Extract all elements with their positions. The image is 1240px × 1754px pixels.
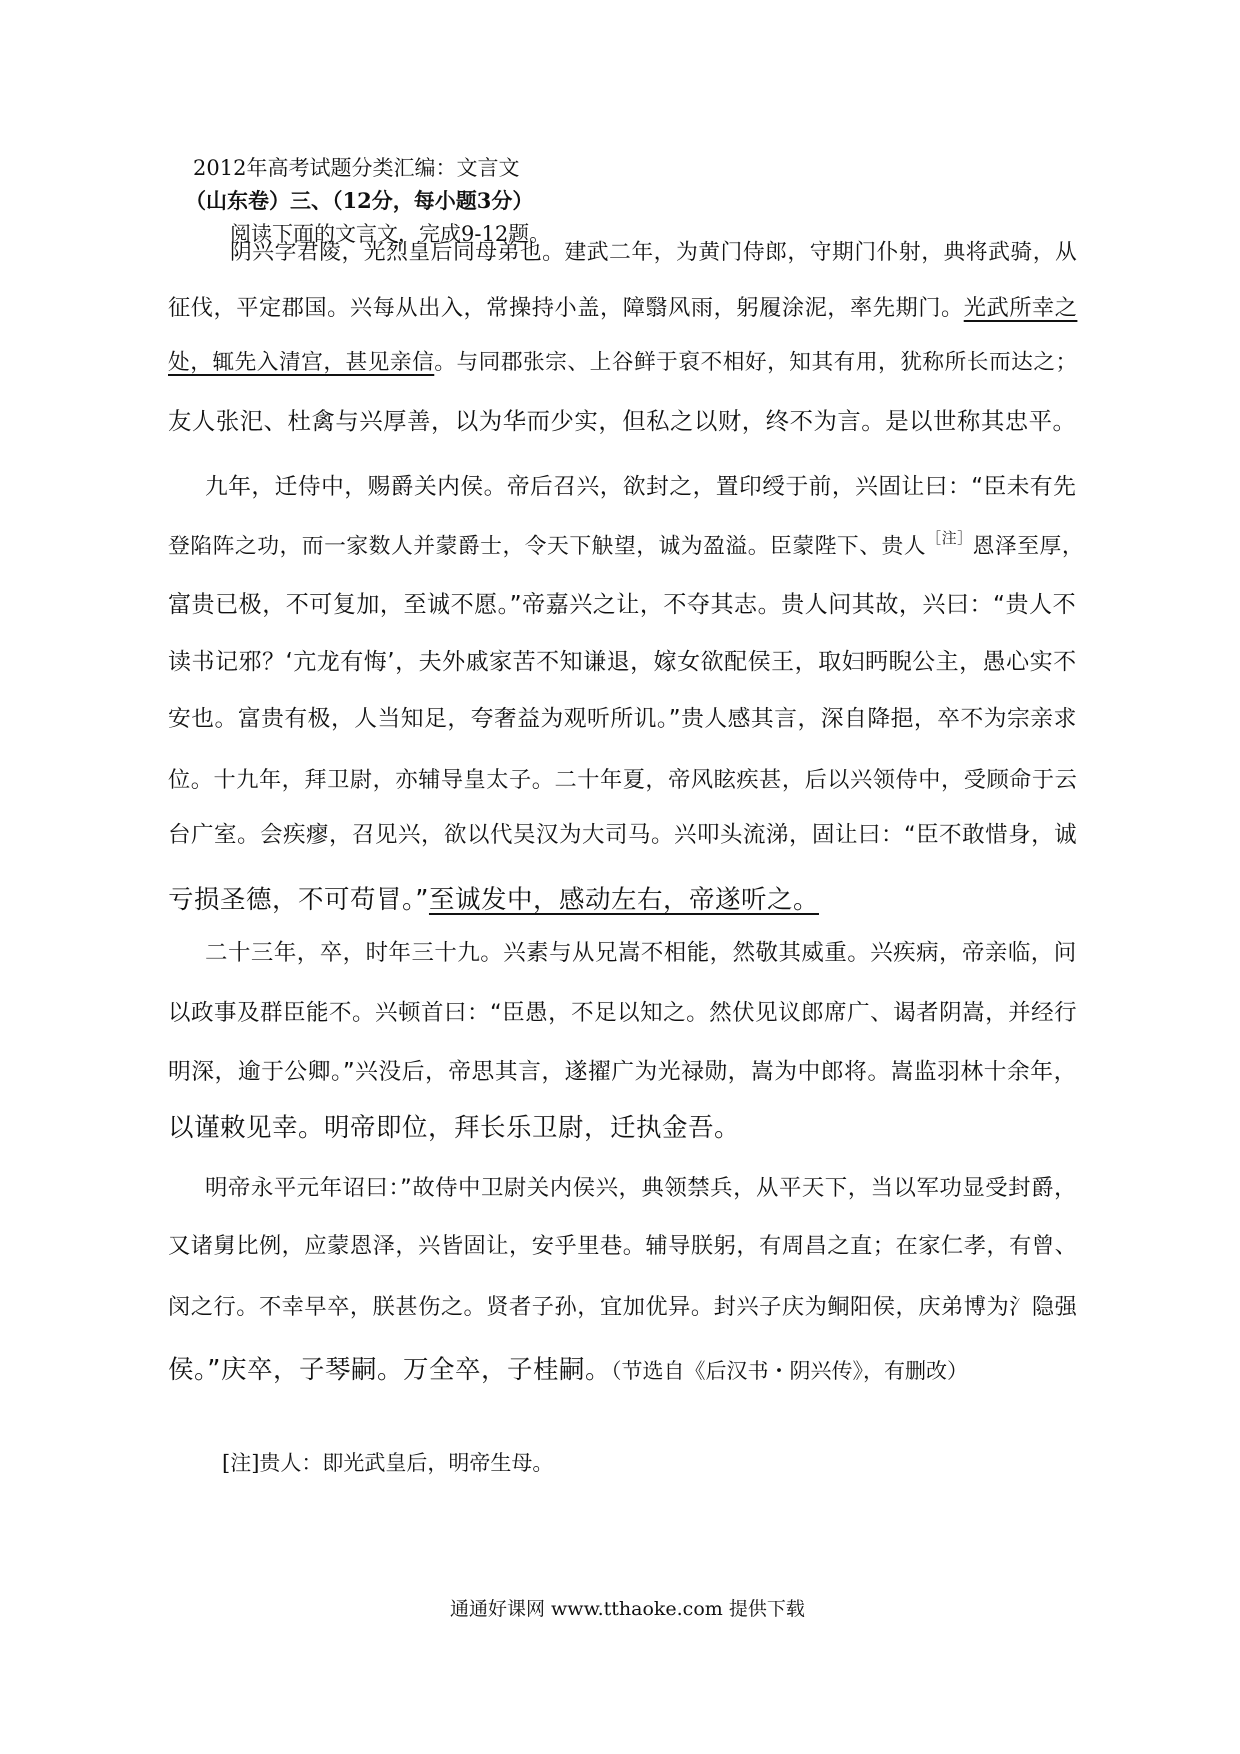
passage-line-17: 明帝永平元年诏曰：”故侍中卫尉关内侯兴，典领禁兵，从平天下，当以军功显受封爵， bbox=[205, 1175, 1077, 1201]
section-header: （山东卷）三、（12分，每小题3分） bbox=[185, 188, 534, 213]
underlined-sentence-2: 至诚发中，感动左右，帝遂听之。 bbox=[428, 885, 819, 915]
passage-line-19: 闵之行。不幸早卒，朕甚伤之。贤者子孙，宜加优异。封兴子庆为鲖阳侯，庆弟博为氵隐强 bbox=[168, 1294, 1078, 1320]
passage-line-16: 以谨敕见幸。明帝即位，拜长乐卫尉，迁执金吾。 bbox=[168, 1113, 741, 1143]
passage-text: 征伐，平定郡国。兴每从出入，常操持小盖，障翳风雨，躬履涂泥，率先期门。 bbox=[168, 295, 964, 321]
footnote: [注]贵人：即光武皇后，明帝生母。 bbox=[222, 1451, 554, 1475]
passage-line-12 bbox=[168, 880, 819, 916]
passage-text: 恩泽至厚， bbox=[972, 534, 1085, 559]
passage-line-11: 台广室。会疾瘳，召见兴，欲以代吴汉为大司马。兴叩头流涕，固让曰：“臣不敢惜身，诚 bbox=[168, 822, 1078, 848]
source-citation: （节选自《后汉书・阴兴传》，有删改） bbox=[610, 1359, 968, 1383]
passage-line-14: 以政事及群臣能不。兴顿首曰：“臣愚，不足以知之。然伏见议郎席广、谒者阴嵩，并经行 bbox=[168, 1000, 1078, 1026]
passage-line-15: 明深，逾于公卿。”兴没后，帝思其言，遂擢广为光禄勋，嵩为中郎将。嵩监羽林十余年， bbox=[168, 1059, 1077, 1085]
passage-line-18: 又诸舅比例，应蒙恩泽，兴皆固让，安乎里巷。辅导朕躬，有周昌之直；在家仁孝，有曾、 bbox=[168, 1233, 1078, 1259]
underlined-sentence-1b: 处，辄先入清宫，甚见亲信 bbox=[168, 350, 435, 375]
underlined-sentence-1a: 光武所幸之 bbox=[963, 295, 1078, 321]
page-footer: 通通好课网 www.tthaoke.com 提供下载 bbox=[450, 1598, 805, 1620]
passage-line-1: 阴兴字君陵，光烈皇后同母弟也。建武二年，为黄门侍郎，守期门仆射，典将武骑，从 bbox=[230, 240, 1078, 265]
instruction-text: 阅读下面的文言文，完成9-12题。 bbox=[230, 222, 551, 246]
footnote-marker: ［注］ bbox=[926, 529, 973, 547]
document-title: 2012年高考试题分类汇编：文言文 bbox=[193, 156, 520, 180]
passage-line-6 bbox=[168, 527, 1084, 560]
passage-text: 登陷阵之功，而一家数人并蒙爵士，令天下觖望，诚为盈溢。臣蒙陛下、贵人 bbox=[168, 534, 927, 559]
passage-text: 侯。”庆卒，子琴嗣。万全卒，子桂嗣。 bbox=[168, 1355, 611, 1385]
passage-text: 。与同郡张宗、上谷鲜于裒不相好，知其有用，犹称所长而达之； bbox=[434, 350, 1078, 375]
passage-line-5: 九年，迁侍中，赐爵关内侯。帝后召兴，欲封之，置印绶于前，兴固让曰：“臣未有先 bbox=[205, 474, 1077, 500]
passage-line-3 bbox=[168, 345, 1078, 376]
passage-line-10: 位。十九年，拜卫尉，亦辅导皇太子。二十年夏，帝风眩疾甚，后以兴领侍中，受顾命于云 bbox=[168, 767, 1078, 793]
passage-line-9: 安也。富贵有极，人当知足，夸奢益为观听所讥。”贵人感其言，深自降挹，卒不为宗亲求 bbox=[168, 706, 1077, 732]
passage-line-2 bbox=[168, 290, 1077, 322]
passage-line-7: 富贵已极，不可复加，至诚不愿。”帝嘉兴之让，不夺其志。贵人问其故，兴曰：“贵人不 bbox=[168, 592, 1077, 618]
passage-line-8: 读书记邪？‘亢龙有悔’，夫外戚家苦不知谦退，嫁女欲配侯王，取妇眄睨公主，愚心实不 bbox=[168, 649, 1077, 675]
passage-line-20 bbox=[168, 1350, 968, 1386]
passage-text: 亏损圣德，不可苟冒。” bbox=[168, 885, 429, 915]
passage-line-4: 友人张汜、杜禽与兴厚善，以为华而少实，但私之以财，终不为言。是以世称其忠平。 bbox=[168, 407, 1077, 435]
passage-line-13: 二十三年，卒，时年三十九。兴素与从兄嵩不相能，然敬其威重。兴疾病，帝亲临，问 bbox=[205, 940, 1077, 966]
